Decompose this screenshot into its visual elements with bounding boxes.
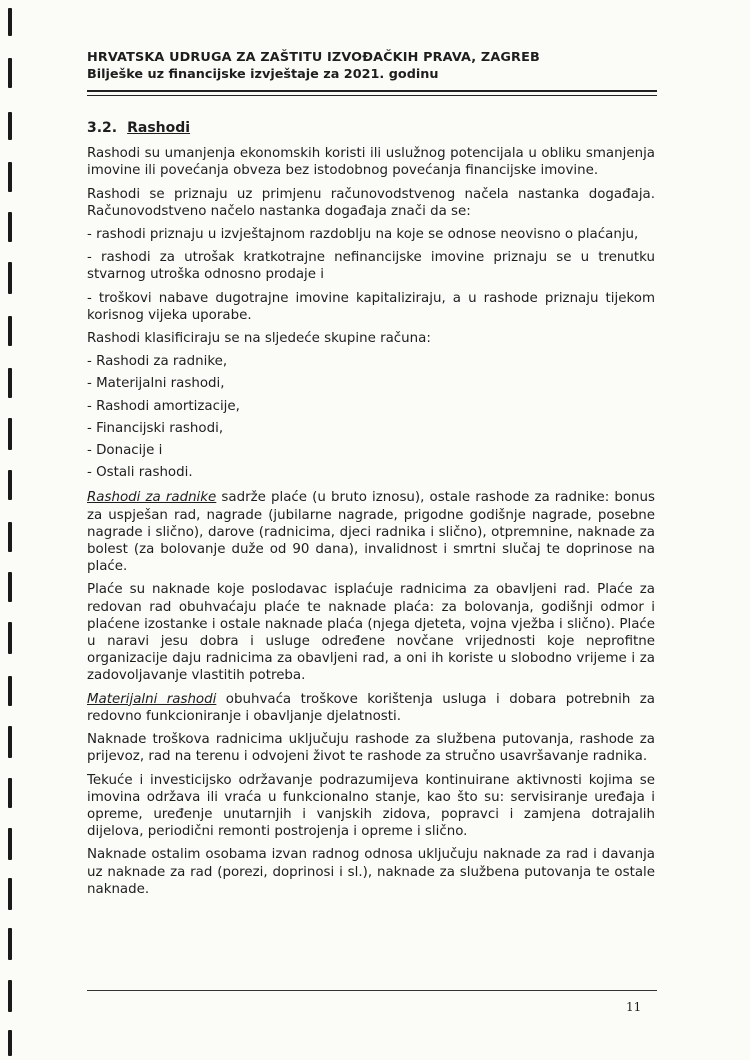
paragraph-classification: Rashodi klasificiraju se na sljedeće skupine računa: bbox=[87, 331, 431, 347]
binder-mark bbox=[8, 726, 12, 758]
header-rule-thick bbox=[87, 90, 657, 92]
page-number: 11 bbox=[626, 1000, 642, 1014]
binder-mark bbox=[8, 58, 12, 88]
dash-item: - rashodi priznaju u izvještajnom razdoblju na koje se odnose neovisno o plaćanju, bbox=[87, 227, 639, 243]
binder-mark bbox=[8, 8, 12, 36]
paragraph-text: sadrže plaće (u bruto iznosu), ostale rashode za radnike: bonus za uspješan rad, nagrade (jubilarne nagrade, prigodne godišnje nagrade, posebne nagrade i slično), darove (radnicima, djeci radnika i slično), otpremnine, naknade za bolest (za bolovanje duže od 90 dana), invalidnost i smrtni slučaj te doprinose na plaće. bbox=[87, 490, 656, 575]
binder-mark bbox=[8, 470, 12, 500]
list-item: - Financijski rashodi, bbox=[87, 420, 224, 436]
paragraph-reimbursements: Naknade troškova radnicima uključuju rashode za službena putovanja, rashode za prijevoz, rad na terenu i odvojeni život te rashode za stručno usavršavanje radnika. bbox=[87, 732, 655, 765]
paragraph-definition: Rashodi su umanjenja ekonomskih koristi ili uslužnog potencijala u obliku smanjenja imovine ili povećanja obveza bez istodobnog povećanja financijske imovine. bbox=[87, 146, 655, 179]
binder-mark bbox=[8, 878, 12, 910]
footer-rule bbox=[87, 990, 657, 991]
binder-mark bbox=[8, 212, 12, 242]
dash-item: - rashodi za utrošak kratkotrajne nefinancijske imovine priznaju se u trenutku stvarnog utroška odnosno prodaje i bbox=[87, 250, 655, 283]
paragraph-employee-expenses bbox=[87, 489, 655, 575]
page-header bbox=[87, 50, 657, 82]
binder-mark bbox=[8, 316, 12, 346]
binder-mark bbox=[8, 522, 12, 552]
binder-mark bbox=[8, 572, 12, 602]
list-item: - Materijalni rashodi, bbox=[87, 376, 225, 392]
section-title: Rashodi bbox=[127, 120, 191, 136]
binder-mark bbox=[8, 928, 12, 960]
section-number: 3.2. bbox=[87, 120, 118, 136]
binder-mark bbox=[8, 778, 12, 808]
binder-mark bbox=[8, 980, 12, 1012]
binder-mark bbox=[8, 262, 12, 294]
binder-mark bbox=[8, 828, 12, 860]
term-employee-expenses: Rashodi za radnike bbox=[87, 490, 217, 506]
header-subtitle: Bilješke uz financijske izvještaje za 2021. godinu bbox=[87, 67, 439, 82]
binder-mark bbox=[8, 1030, 12, 1056]
paragraph-other-persons: Naknade ostalim osobama izvan radnog odnosa uključuju naknade za rad i davanja uz naknade za rad (porezi, doprinosi i sl.), naknade za službena putovanja te ostale naknade. bbox=[87, 847, 655, 897]
paragraph-salaries: Plaće su naknade koje poslodavac isplaćuje radnicima za obavljeni rad. Plaće za redovan rad obuhvaćaju plaće te naknade plaća: za bolovanja, godišnji odmor i plaćene izostanke i ostale naknade plaća (njega djeteta, vojna vježba i slično). Plaće u naravi jesu dobra i usluge određene novčane vrijednosti koje neprofitne organizacije daju radnicima za obavljeni rad, a oni ih koriste u slobodno vrijeme i za zadovoljavanje vlastitih potreba. bbox=[87, 582, 655, 684]
section-heading bbox=[87, 120, 655, 137]
paragraph-material-expenses bbox=[87, 691, 655, 725]
binder-mark bbox=[8, 112, 12, 140]
list-item: - Rashodi amortizacije, bbox=[87, 398, 240, 414]
binder-mark bbox=[8, 622, 12, 654]
list-item: - Rashodi za radnike, bbox=[87, 354, 228, 370]
paragraph-text: obuhvaća troškove korištenja usluga i dobara potrebnih za redovno funkcioniranje i obavljanje djelatnosti. bbox=[87, 691, 655, 724]
expense-group-list bbox=[87, 353, 655, 481]
list-item: - Ostali rashodi. bbox=[87, 465, 193, 481]
binder-mark bbox=[8, 368, 12, 398]
list-item: - Donacije i bbox=[87, 443, 163, 459]
paragraph-maintenance: Tekuće i investicijsko održavanje podrazumijeva kontinuirane aktivnosti kojima se imovina održava ili vraća u funkcionalno stanje, kao što su: servisiranje uređaja i opreme, uređenje unutarnjih i vanjskih zidova, popravci i zamjena dotrajalih dijelova, periodični remonti postrojenja i opreme i slično. bbox=[87, 772, 655, 840]
dash-item: - troškovi nabave dugotrajne imovine kapitaliziraju, a u rashode priznaju tijekom korisnog vijeka uporabe. bbox=[87, 290, 655, 323]
header-organization: HRVATSKA UDRUGA ZA ZAŠTITU IZVOĐAČKIH PRAVA, ZAGREB bbox=[87, 50, 540, 65]
paragraph-recognition: Rashodi se priznaju uz primjenu računovodstvenog načela nastanka događaja. Računovodstveno načelo nastanka događaja znači da se: bbox=[87, 186, 655, 219]
term-material-expenses: Materijalni rashodi bbox=[87, 691, 217, 707]
binder-mark bbox=[8, 418, 12, 450]
binder-mark bbox=[8, 676, 12, 706]
document-body bbox=[87, 120, 655, 904]
binder-mark bbox=[8, 162, 12, 192]
header-rule-thin bbox=[87, 95, 657, 96]
